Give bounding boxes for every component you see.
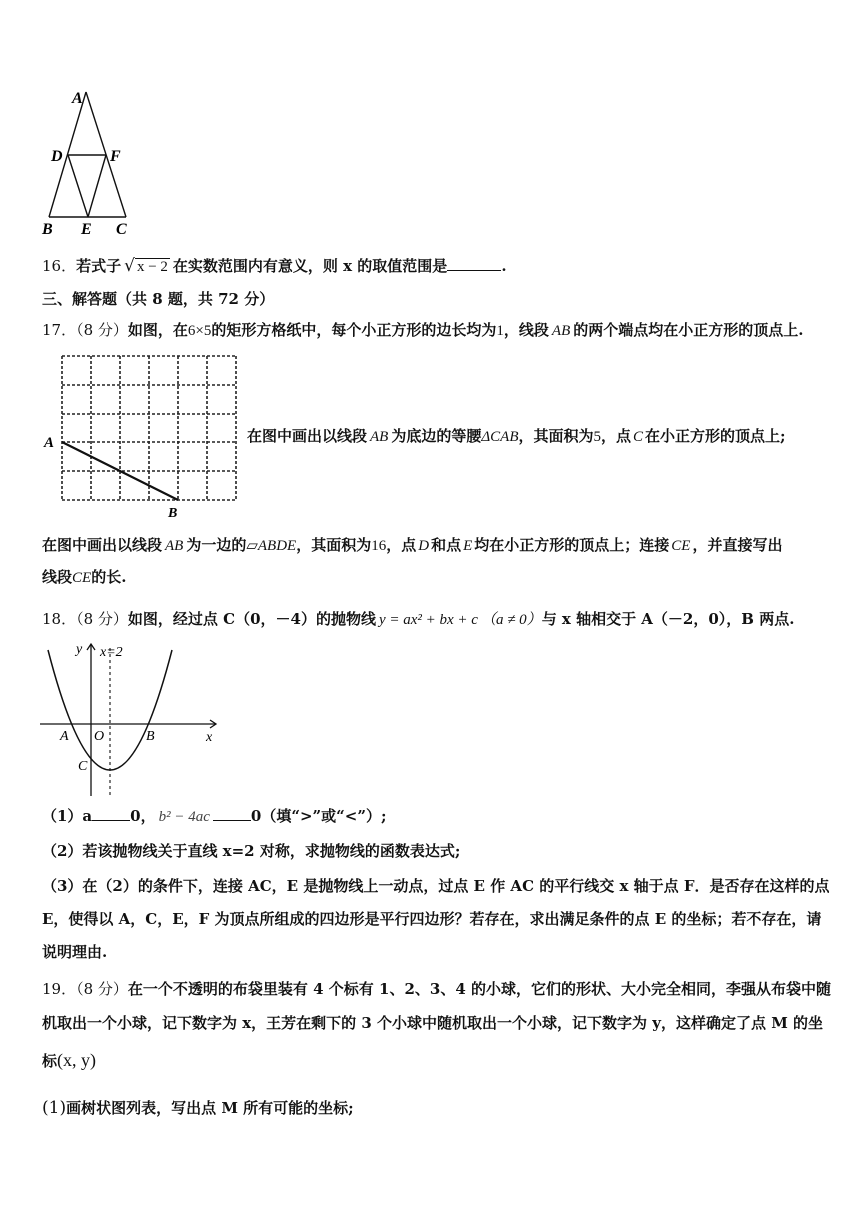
grid-label-b: B [168, 506, 178, 520]
triangle-figure [38, 86, 138, 238]
q18-number: 18． [42, 610, 77, 628]
q17-p2-point-d: D [418, 538, 430, 554]
q16-sqrt: √ x − 2 [124, 256, 168, 276]
segment-fe [88, 155, 106, 217]
q17-ab: AB [551, 323, 571, 339]
q18-condition: （a ≠ 0） [480, 612, 542, 628]
question-19-line-1 [42, 979, 831, 999]
q17-p2-text: ，并直接写出 [692, 536, 783, 554]
q17-p2-area: 16 [371, 538, 387, 554]
q17-text: ，线段 [503, 321, 549, 339]
question-19-line-3 [42, 1050, 96, 1071]
y-label: y [76, 642, 83, 657]
q18-part-3-line-2: E，使得以 A，C，E，F 为顶点所组成的四边形是平行四边形？若存在，求出满足条件的点 E 的坐标；若不存在，请 [42, 910, 822, 928]
q17-number: 17． [42, 321, 77, 339]
q17-one: 1 [496, 323, 504, 339]
q17-text: 的两个端点均在小正方形的顶点上. [573, 321, 804, 339]
q18-part-1 [42, 806, 387, 827]
q17-p2-text: 为一边的 [186, 536, 247, 554]
q17-part-1 [247, 426, 786, 447]
label-a: A [72, 90, 83, 107]
q17-part-2-line-2 [42, 567, 126, 588]
label-e: E [81, 221, 92, 238]
q17-p1-text: ，其面积为 [518, 427, 594, 445]
q19-p1-number: (1) [42, 1098, 67, 1118]
q17-text: 的矩形方格纸中，每个小正方形的边长均为 [211, 321, 497, 339]
point-b-label: B [146, 729, 155, 744]
q17-p2-text: 在图中画出以线段 [42, 536, 163, 554]
question-19-line-2: 机取出一个小球，记下数字为 x，王芳在剩下的 3 个小球中随机取出一个小球，记下数字为 y，这样确定了点 M 的坐 [42, 1014, 824, 1032]
q16-end: . [501, 257, 507, 275]
q17-p2-ce: CE [72, 570, 92, 586]
q19-text: 标 [42, 1052, 58, 1070]
q18-p1-text: 0（填“>”或“<”）; [250, 807, 387, 825]
origin-label: O [94, 729, 105, 744]
q18-p1-blank-a[interactable] [92, 806, 130, 821]
grid-figure [40, 348, 240, 520]
q19-score: （8 分） [76, 980, 128, 998]
q18-part-3-line-1: （3）在（2）的条件下，连接 AC，E 是抛物线上一动点，过点 E 作 AC 的平行线交 x 轴于点 F．是否存在这样的点 [42, 877, 830, 895]
label-d: D [51, 148, 63, 165]
label-b: B [42, 221, 53, 238]
q17-p1-text: 为底边的等腰 [391, 427, 482, 445]
point-c-label: C [78, 759, 88, 774]
q17-p2-text: 线段 [42, 568, 73, 586]
q17-grid: 6×5 [187, 323, 212, 339]
q17-part-2-line-1 [42, 535, 782, 556]
q16-pre: 若式子 [76, 257, 122, 275]
q17-p1-text: ，点 [601, 427, 632, 445]
q17-p2-text: ，其面积为 [296, 536, 372, 554]
q18-part-3-line-3: 说明理由. [42, 943, 108, 961]
q17-p2-ce: CE [671, 538, 691, 554]
question-16 [42, 256, 507, 277]
q19-number: 19． [42, 980, 77, 998]
q19-text: 在一个不透明的布袋里装有 4 个标有 1、2、3、4 的小球，它们的形状、大小完全相同，李强从布袋中随 [127, 980, 831, 998]
q18-p1-discriminant: b² − 4ac [158, 809, 210, 825]
q18-score: （8 分） [76, 610, 128, 628]
q18-p1-text: （1）a [42, 807, 93, 825]
q17-p2-text: ，点 [386, 536, 417, 554]
segment-de [68, 155, 88, 217]
label-f: F [110, 148, 121, 165]
q17-p2-text: 和点 [431, 536, 462, 554]
q17-p2-parallelogram: ▱ABDE [246, 538, 297, 554]
q17-p1-point-c: C [633, 429, 644, 445]
q17-p1-text: 在小正方形的顶点上; [645, 427, 786, 445]
q18-p1-text: 0， [130, 807, 156, 825]
q17-p1-triangle: ΔCAB [481, 429, 519, 445]
q19-p1-text: 画树状图列表，写出点 M 所有可能的坐标; [66, 1099, 354, 1117]
q16-radicand: x − 2 [136, 259, 168, 275]
q17-p1-text: 在图中画出以线段 [247, 427, 368, 445]
q18-p1-blank-disc[interactable] [213, 806, 251, 821]
question-17-stem [42, 320, 803, 341]
q18-text: 与 x 轴相交于 A（－2，0），B 两点. [541, 610, 795, 628]
q18-formula: y = ax² + bx + c [378, 612, 478, 628]
q18-part-2: （2）若该抛物线关于直线 x=2 对称，求抛物线的函数表达式; [42, 842, 461, 860]
section-3-heading: 三、解答题（共 8 题，共 72 分） [42, 290, 275, 308]
question-18-stem [42, 609, 794, 630]
parabola-figure [36, 638, 222, 800]
q17-score: （8 分） [76, 321, 128, 339]
x-label: x [206, 730, 213, 745]
q17-p2-ab: AB [165, 538, 184, 554]
q16-answer-blank[interactable] [447, 256, 501, 271]
q17-p1-area: 5 [593, 429, 602, 445]
q19-coordinate: (x, y) [57, 1050, 97, 1070]
q17-p2-point-e: E [463, 538, 473, 554]
q17-text: 如图，在 [127, 321, 188, 339]
grid-label-a: A [44, 435, 55, 451]
label-c: C [116, 221, 127, 238]
point-a-label: A [60, 729, 69, 744]
q16-number: 16． [42, 257, 77, 275]
q18-text: 如图，经过点 C（0，－4）的抛物线 [127, 610, 376, 628]
axis-label: x=2 [100, 645, 123, 660]
q17-p2-text: 均在小正方形的顶点上；连接 [474, 536, 670, 554]
q17-p1-ab: AB [370, 429, 389, 445]
q19-part-1 [42, 1098, 354, 1118]
q17-p2-text: 的长. [91, 568, 127, 586]
q16-post: 在实数范围内有意义，则 x 的取值范围是 [172, 257, 448, 275]
